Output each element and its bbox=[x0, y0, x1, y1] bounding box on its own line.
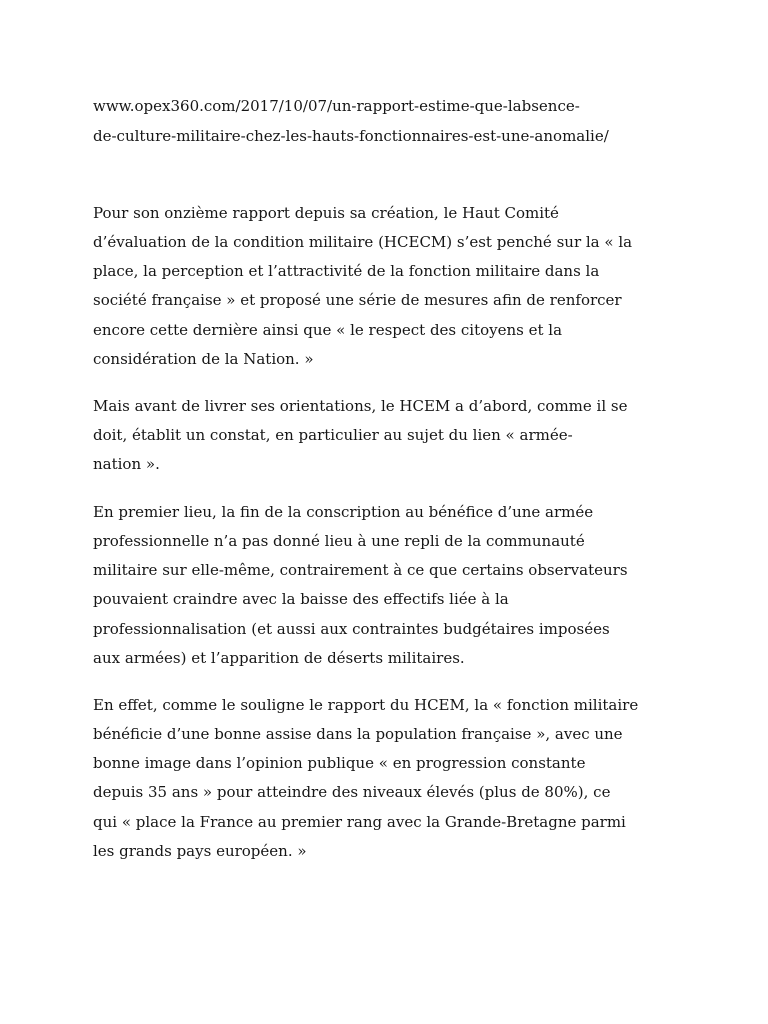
text-line: depuis 35 ans » pour atteindre des niveaux élevés (plus de 80%), ce bbox=[93, 783, 611, 802]
text-line: En effet, comme le souligne le rapport du HCEM, la « fonction militaire bbox=[93, 695, 639, 714]
text-line: Mais avant de livrer ses orientations, le HCEM a d’abord, comme il se bbox=[93, 396, 628, 415]
text-line: professionnalisation (et aussi aux contraintes budgétaires imposées bbox=[93, 619, 610, 638]
text-line: doit, établit un constat, en particulier au sujet du lien « armée- bbox=[93, 425, 573, 444]
text-line: bonne image dans l’opinion publique « en progression constante bbox=[93, 754, 586, 773]
text-line: d’évaluation de la condition militaire (HCECM) s’est penché sur la « la bbox=[93, 232, 633, 251]
text-line: aux armées) et l’apparition de déserts militaires. bbox=[93, 648, 465, 667]
source-url-line: de-culture-militaire-chez-les-hauts-fonctionnaires-est-une-anomalie/ bbox=[93, 127, 609, 145]
text-line: encore cette dernière ainsi que « le respect des citoyens et la bbox=[93, 320, 563, 339]
text-line: bénéficie d’une bonne assise dans la population française », avec une bbox=[93, 724, 623, 743]
text-line: En premier lieu, la fin de la conscription au bénéfice d’une armée bbox=[93, 502, 594, 521]
text-line: société française » et proposé une série de mesures afin de renforcer bbox=[93, 291, 622, 310]
text-line: Pour son onzième rapport depuis sa création, le Haut Comité bbox=[93, 203, 559, 222]
paragraph bbox=[93, 199, 733, 375]
text-line: pouvaient craindre avec la baisse des effectifs liée à la bbox=[93, 590, 509, 609]
source-url bbox=[93, 91, 733, 151]
paragraph bbox=[93, 691, 733, 867]
text-line: militaire sur elle-même, contrairement à ce que certains observateurs bbox=[93, 561, 628, 580]
text-line: considération de la Nation. » bbox=[93, 349, 314, 368]
text-line: nation ». bbox=[93, 455, 160, 474]
text-line: les grands pays européen. » bbox=[93, 841, 307, 860]
source-url-line: www.opex360.com/2017/10/07/un-rapport-estime-que-labsence- bbox=[93, 97, 580, 115]
text-line: professionnelle n’a pas donné lieu à une repli de la communauté bbox=[93, 531, 585, 550]
paragraph bbox=[93, 498, 733, 674]
text-line: qui « place la France au premier rang avec la Grande-Bretagne parmi bbox=[93, 812, 626, 831]
paragraph bbox=[93, 392, 733, 480]
text-line: place, la perception et l’attractivité de la fonction militaire dans la bbox=[93, 262, 600, 281]
